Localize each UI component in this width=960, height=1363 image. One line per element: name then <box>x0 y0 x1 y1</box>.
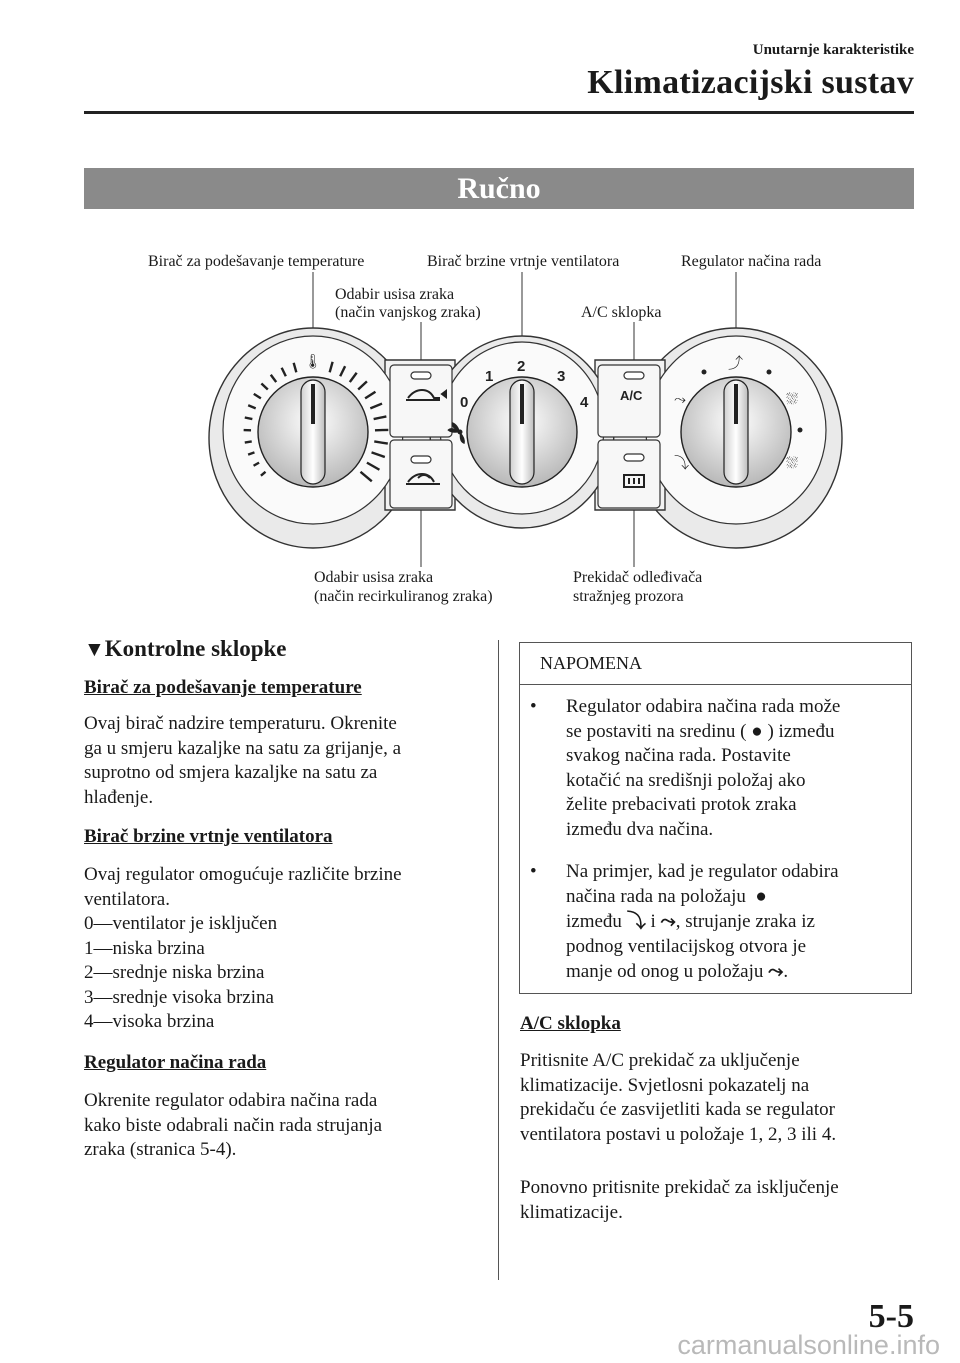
floor-mode-icon: ⤵ <box>626 910 646 932</box>
label-recirc-2: (način recirkuliranog zraka) <box>314 588 493 605</box>
temp-dial-subtitle: Birač za podešavanje temperature <box>84 677 362 698</box>
ac-button-text: A/C <box>620 388 643 403</box>
controls-section-title: ▼Kontrolne sklopke <box>84 636 287 661</box>
fan-speed-3: 3 <box>557 368 566 385</box>
label-defrost-2: stražnjeg prozora <box>573 588 684 605</box>
fan-speed-1: 1 <box>485 368 494 385</box>
mode-dial-subtitle: Regulator načina rada <box>84 1052 267 1073</box>
page-number: 5-5 <box>868 1298 914 1335</box>
label-temp-dial: Birač za podešavanje temperature <box>148 253 365 270</box>
mode-face-icon: ⤴ <box>728 354 744 372</box>
column-divider <box>498 640 499 1280</box>
label-ac-switch: A/C sklopka <box>581 304 662 321</box>
center-dot-icon: ● <box>751 720 763 742</box>
mode-floor-defrost-icon: ⛆ <box>786 390 799 408</box>
bilevel-mode-icon: ⤳ <box>660 910 676 932</box>
label-recirc-1: Odabir usisa zraka <box>314 569 434 586</box>
section-triangle-icon: ▼ <box>84 637 105 661</box>
center-dot-icon: ● <box>755 885 767 907</box>
note-bullet-1: Regulator odabira načina rada može se postaviti na sredinu ( ● ) između svakog načina rada. Postavite kotačić na središnji položaj ako želite prebacivati protok zraka između dva načina. <box>566 696 841 840</box>
section-banner: Ručno <box>84 168 914 209</box>
temp-dial-text: Ovaj birač nadzire temperaturu. Okrenite ga u smjeru kazaljke na satu za grijanje, a suprotno od smjera kazaljke na satu za hlađenje. <box>84 713 402 808</box>
label-outside-air-2: (način vanjskog zraka) <box>335 304 481 321</box>
mode-defrost-icon: ⛆ <box>786 454 799 472</box>
climate-panel-diagram <box>0 0 960 640</box>
temperature-tick <box>245 441 252 442</box>
section-header: Unutarnje karakteristike <box>752 42 914 58</box>
mode-floor-icon: ⤵ <box>674 454 690 472</box>
page-title: Klimatizacijski sustav <box>587 64 914 101</box>
note-bullet-1-marker: • <box>530 696 537 717</box>
ac-switch-subtitle: A/C sklopka <box>520 1013 621 1034</box>
fan-speed-4: 4 <box>580 394 589 411</box>
ac-switch-text-2: Ponovno pritisnite prekidač za isključenje klimatizacije. <box>520 1177 839 1223</box>
mode-dial-text: Okrenite regulator odabira načina rada kako biste odabrali način rada strujanja zraka (stranica 5-4). <box>84 1090 383 1160</box>
ac-switch-text: Pritisnite A/C prekidač za uključenje klimatizacije. Svjetlosni pokazatelj na prekidaču će zasvijetliti kada se regulator ventilatora postavi u položaje 1, 2, 3 ili 4. <box>520 1050 837 1145</box>
label-outside-air-1: Odabir usisa zraka <box>335 286 455 303</box>
label-defrost-1: Prekidač odleđivača <box>573 569 703 586</box>
note-title: NAPOMENA <box>540 653 643 673</box>
note-bullet-2-marker: • <box>530 861 537 882</box>
watermark: carmanualsonline.info <box>677 1330 940 1360</box>
note-bullet-2: Na primjer, kad je regulator odabira načina rada na položaju ● između ⤵ i ⤳, strujanje zraka iz podnog ventilacijskog otvora je manje od onog u položaju ⤳. <box>566 861 839 982</box>
label-mode-dial: Regulator načina rada <box>681 253 822 270</box>
thermometer-icon: 🌡 <box>304 354 322 370</box>
bilevel-mode-icon: ⤳ <box>768 960 784 982</box>
label-fan-dial: Birač brzine vrtnje ventilatora <box>427 253 620 270</box>
fan-dial-subtitle: Birač brzine vrtnje ventilatora <box>84 826 333 847</box>
mode-bilevel-icon: ⤳ <box>674 390 687 408</box>
fan-speed-0: 0 <box>460 394 469 411</box>
fan-dial-text: Ovaj regulator omogućuje različite brzine ventilatora. 0—ventilator je isključen 1—niska brzina 2—srednje niska brzina 3—srednje visoka brzina 4—visoka brzina <box>84 864 402 1032</box>
fan-speed-2: 2 <box>517 358 526 375</box>
temperature-tick <box>245 417 253 419</box>
